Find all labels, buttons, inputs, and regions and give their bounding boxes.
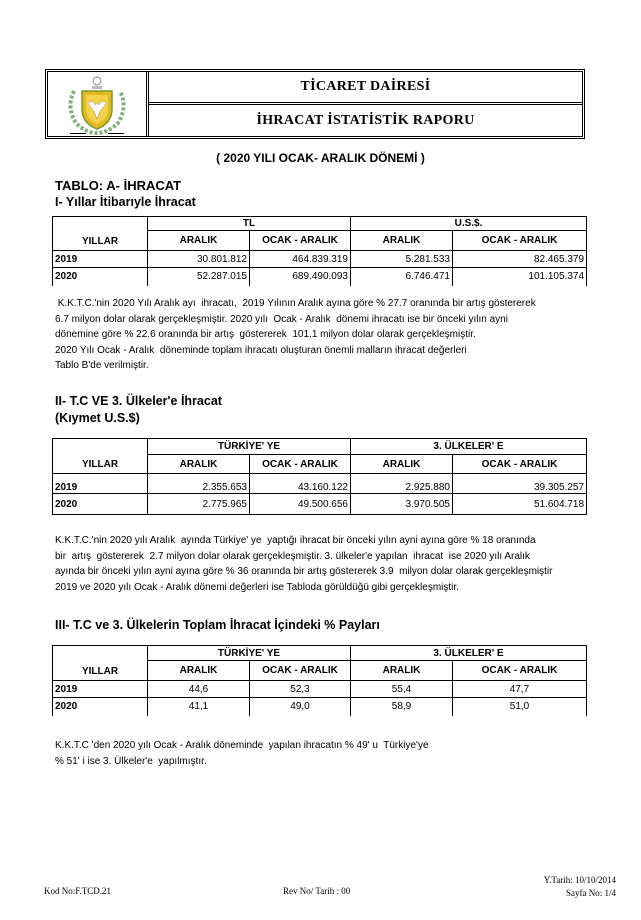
value-cell: 689.490.093 xyxy=(250,268,351,286)
paragraph-line: dönemine göre % 22.6 oranında bir artış göstererek 101.1 milyon dolar olarak gerçekleşmiştir. xyxy=(55,329,476,340)
col-header: ARALIK xyxy=(351,661,453,681)
year-cell: 2019 xyxy=(53,474,148,494)
value-cell: 2.355.653 xyxy=(148,474,250,494)
value-cell: 2.775.965 xyxy=(148,494,250,515)
value-cell: 82.465.379 xyxy=(453,251,587,268)
document-header xyxy=(45,69,585,139)
section2-title: II- T.C VE 3. Ülkeler'e İhracat xyxy=(55,394,222,408)
value-cell: 5.281.533 xyxy=(351,251,453,268)
col-header: OCAK - ARALIK xyxy=(250,455,351,474)
year-cell: 2020 xyxy=(53,698,148,716)
table-label: TABLO: A- İHRACAT xyxy=(55,178,182,193)
logo-cell xyxy=(48,72,149,136)
paragraph-line: ayında bir önceki yılın ayni ayına göre % 36 oranında bir artış göstererek 3.9 milyon dolar olarak gerçekleşmiştir xyxy=(55,566,553,577)
year-cell: 2020 xyxy=(53,268,148,286)
col-header: ARALIK xyxy=(148,455,250,474)
kktc-coat-of-arms-icon xyxy=(62,73,132,135)
organization-name: TİCARET DAİRESİ xyxy=(149,72,582,105)
value-cell: 43.160.122 xyxy=(250,474,351,494)
col-header: ARALIK xyxy=(351,455,453,474)
value-cell: 51,0 xyxy=(453,698,587,716)
col-header: OCAK - ARALIK xyxy=(250,231,351,251)
year-cell: 2020 xyxy=(53,494,148,515)
table-exports-by-destination xyxy=(52,438,587,515)
paragraph-line: 2019 ve 2020 yılı Ocak - Aralık dönemi değerleri ise Tabloda görüldüğü gibi gerçekleşmiştir. xyxy=(55,581,459,593)
period-subtitle: ( 2020 YILI OCAK- ARALIK DÖNEMİ ) xyxy=(216,151,425,165)
table-row xyxy=(53,474,587,494)
value-cell: 47,7 xyxy=(453,681,587,698)
table-row xyxy=(53,681,587,698)
paragraph-line: K.K.T.C 'den 2020 yılı Ocak - Aralık döneminde yapılan ihracatın % 49' u Türkiye'ye xyxy=(55,740,429,751)
footer-page: Sayfa No: 1/4 xyxy=(566,888,616,898)
paragraph-line: 6.7 milyon dolar olarak gerçekleşmiştir. 2020 yılı Ocak - Aralık dönemi ihracatı ise bir önceki yılın ayni xyxy=(55,313,508,325)
col-header-years: YILLAR xyxy=(53,646,148,681)
section2-paragraph xyxy=(55,533,615,595)
value-cell: 55,4 xyxy=(351,681,453,698)
value-cell: 44,6 xyxy=(148,681,250,698)
year-cell: 2019 xyxy=(53,251,148,268)
value-cell: 41,1 xyxy=(148,698,250,716)
value-cell: 30.801.812 xyxy=(148,251,250,268)
col-header: OCAK - ARALIK xyxy=(453,231,587,251)
table-row xyxy=(53,698,587,716)
col-header: OCAK - ARALIK xyxy=(453,455,587,474)
col-header-years: YILLAR xyxy=(53,217,148,251)
col-header: ARALIK xyxy=(148,661,250,681)
value-cell: 49.500.656 xyxy=(250,494,351,515)
value-cell: 52,3 xyxy=(250,681,351,698)
group-header-turkey: TÜRKİYE' YE xyxy=(148,646,351,661)
section2-subtitle: (Kıymet U.S.$) xyxy=(55,411,140,425)
group-header-third-countries: 3. ÜLKELER' E xyxy=(351,439,587,455)
value-cell: 39.305.257 xyxy=(453,474,587,494)
section1-paragraph xyxy=(55,296,595,374)
group-header-tl: TL xyxy=(148,217,351,231)
table-row xyxy=(53,268,587,286)
table-row xyxy=(53,494,587,515)
paragraph-line: K.K.T.C.'nin 2020 Yılı Aralık ayı ihracatı, 2019 Yılının Aralık ayına göre % 27.7 oranında bir artış göstererek xyxy=(55,298,536,309)
value-cell: 6.746.471 xyxy=(351,268,453,286)
value-cell: 49,0 xyxy=(250,698,351,716)
col-header: OCAK - ARALIK xyxy=(453,661,587,681)
value-cell: 2.925.880 xyxy=(351,474,453,494)
report-title: İHRACAT İSTATİSTİK RAPORU xyxy=(256,112,475,128)
value-cell: 464.839.319 xyxy=(250,251,351,268)
group-header-usd: U.S.$. xyxy=(351,217,587,231)
paragraph-line: 2020 Yılı Ocak - Aralık döneminde toplam ihracatı oluşturan önemli malların ihracat değerleri xyxy=(55,344,467,356)
value-cell: 52.287.015 xyxy=(148,268,250,286)
paragraph-line: % 51' i ise 3. Ülkeler'e yapılmıştır. xyxy=(55,755,207,767)
value-cell: 58,9 xyxy=(351,698,453,716)
col-header-years: YILLAR xyxy=(53,439,148,474)
year-cell: 2019 xyxy=(53,681,148,698)
value-cell: 101.105.374 xyxy=(453,268,587,286)
col-header: OCAK - ARALIK xyxy=(250,661,351,681)
group-header-third-countries: 3. ÜLKELER' E xyxy=(351,646,587,661)
col-header: ARALIK xyxy=(351,231,453,251)
footer-code: Kod No:F.TCD.21 xyxy=(44,886,112,896)
table-export-shares xyxy=(52,645,587,716)
footer-revision: Rev No/ Tarih : 00 xyxy=(283,886,351,896)
section3-paragraph xyxy=(55,738,595,769)
paragraph-line: bir artış göstererek 2.7 milyon dolar olarak gerçekleşmiştir. 3. ülkeler'e yapılan ihracat ise 2020 yılı Aralık xyxy=(55,550,530,562)
paragraph-line: Tablo B'de verilmiştir. xyxy=(55,360,149,371)
value-cell: 3.970.505 xyxy=(351,494,453,515)
group-header-turkey: TÜRKİYE' YE xyxy=(148,439,351,455)
footer-date: Y.Tarih: 10/10/2014 xyxy=(543,875,616,885)
section3-title: III- T.C ve 3. Ülkelerin Toplam İhracat İçindeki % Payları xyxy=(55,618,380,632)
value-cell: 51.604.718 xyxy=(453,494,587,515)
table-exports-by-year xyxy=(52,216,587,286)
section1-title: I- Yıllar İtibarıyle İhracat xyxy=(55,195,196,209)
paragraph-line: K.K.T.C.'nin 2020 yılı Aralık ayında Türkiye' ye yaptığı ihracat bir önceki yılın ayni ayına göre % 18 oranında xyxy=(55,535,536,546)
col-header: ARALIK xyxy=(148,231,250,251)
table-row xyxy=(53,251,587,268)
